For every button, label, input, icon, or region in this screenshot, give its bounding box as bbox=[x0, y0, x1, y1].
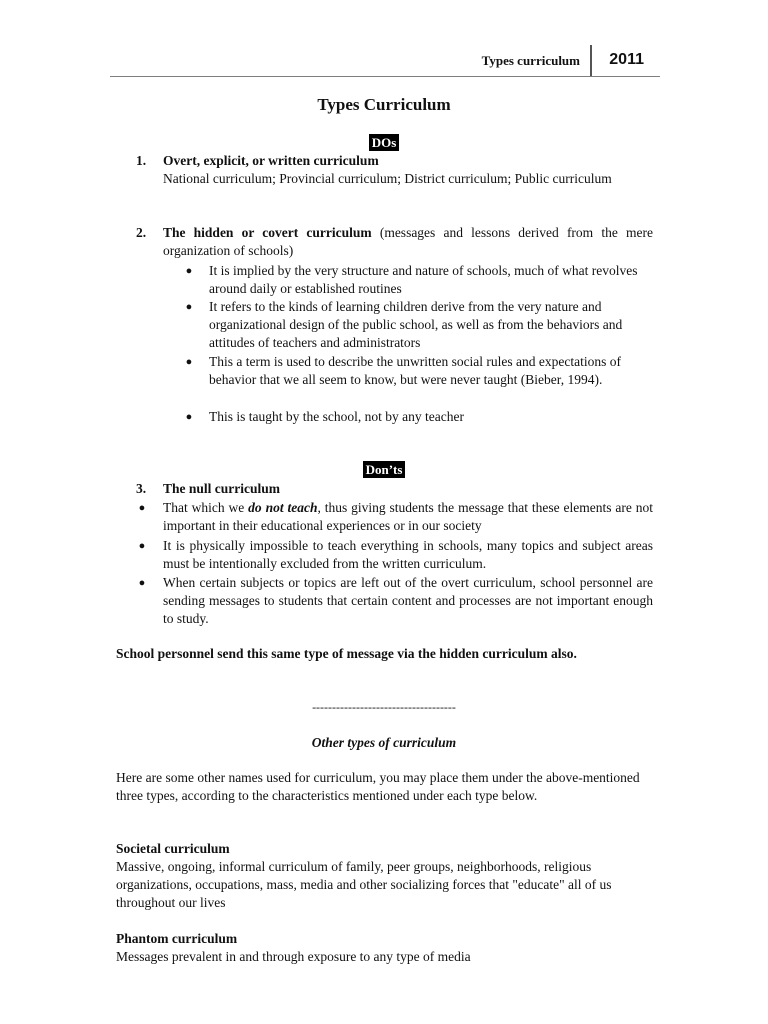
item2-number: 2. bbox=[136, 225, 147, 240]
item3-bullet-1-emphasis: do not teach bbox=[248, 500, 318, 515]
intro-paragraph: Here are some other names used for curriculum, you may place them under the above-mentioned three types, according to the characteristics mentioned under each type below. bbox=[116, 770, 640, 803]
donts-tag-label: Don’ts bbox=[363, 461, 406, 478]
dos-tag bbox=[0, 134, 768, 152]
item3-number: 3. bbox=[136, 481, 147, 496]
bullet-icon: ● bbox=[185, 265, 193, 277]
bullet-icon: ● bbox=[185, 356, 193, 368]
societal-text: Massive, ongoing, informal curriculum of family, peer groups, neighborhoods, religious organizations, occupations, mass, media and other socializing forces that "educate" all of us throughout our lives bbox=[116, 859, 612, 910]
phantom-text: Messages prevalent in and through exposure to any type of media bbox=[116, 949, 471, 964]
document-title: Types Curriculum bbox=[317, 95, 451, 114]
other-types-heading: Other types of curriculum bbox=[311, 735, 457, 750]
header-year: 2011 bbox=[609, 51, 644, 68]
item2-bullet-2: It refers to the kinds of learning children derive from the very nature and organizational design of the public school, as well as from the behaviors and attitudes of teachers and administrators bbox=[209, 299, 623, 350]
item3-heading: The null curriculum bbox=[163, 481, 281, 496]
school-note: School personnel send this same type of message via the hidden curriculum also. bbox=[116, 646, 577, 661]
item2-text: (messages and lessons derived from the mere organization of schools) bbox=[163, 225, 653, 258]
bullet-icon: ● bbox=[138, 540, 146, 552]
bullet-icon: ● bbox=[138, 502, 146, 514]
item1-heading: Overt, explicit, or written curriculum bbox=[163, 153, 379, 168]
societal-heading: Societal curriculum bbox=[116, 841, 230, 856]
dos-tag-label: DOs bbox=[369, 134, 400, 151]
item3-bullet-1 bbox=[163, 499, 653, 535]
section-divider: ------------------------------------ bbox=[312, 700, 456, 714]
bullet-icon: ● bbox=[138, 577, 146, 589]
item3-bullet-1-post: , thus giving students the message that these elements are not important in their educational experiences or in our society bbox=[163, 500, 653, 533]
bullet-icon: ● bbox=[185, 411, 193, 423]
item2-bullet-4: This is taught by the school, not by any teacher bbox=[209, 409, 464, 424]
item1-text: National curriculum; Provincial curriculum; District curriculum; Public curriculum bbox=[163, 171, 612, 186]
page-header bbox=[110, 45, 660, 77]
item2-bullet-1: It is implied by the very structure and nature of schools, much of what revolves around daily or established routines bbox=[209, 263, 638, 296]
header-separator bbox=[590, 45, 592, 76]
phantom-heading: Phantom curriculum bbox=[116, 931, 238, 946]
header-label: Types curriculum bbox=[481, 53, 580, 68]
item2-paragraph bbox=[163, 224, 653, 260]
item3-bullet-3: When certain subjects or topics are left out of the overt curriculum, school personnel are sending messages to students that certain content and processes are not important enough to study. bbox=[163, 575, 653, 626]
item1-number: 1. bbox=[136, 153, 147, 168]
item3-bullet-1-pre: That which we bbox=[163, 500, 249, 515]
item3-bullet-2: It is physically impossible to teach everything in schools, many topics and subject areas must be intentionally excluded from the written curriculum. bbox=[163, 538, 653, 571]
item2-bullet-3: This a term is used to describe the unwritten social rules and expectations of behavior that we all seem to know, but were never taught (Bieber, 1994). bbox=[209, 354, 622, 387]
item2-heading: The hidden or covert curriculum bbox=[163, 225, 372, 240]
donts-tag bbox=[0, 461, 768, 479]
bullet-icon: ● bbox=[185, 301, 193, 313]
